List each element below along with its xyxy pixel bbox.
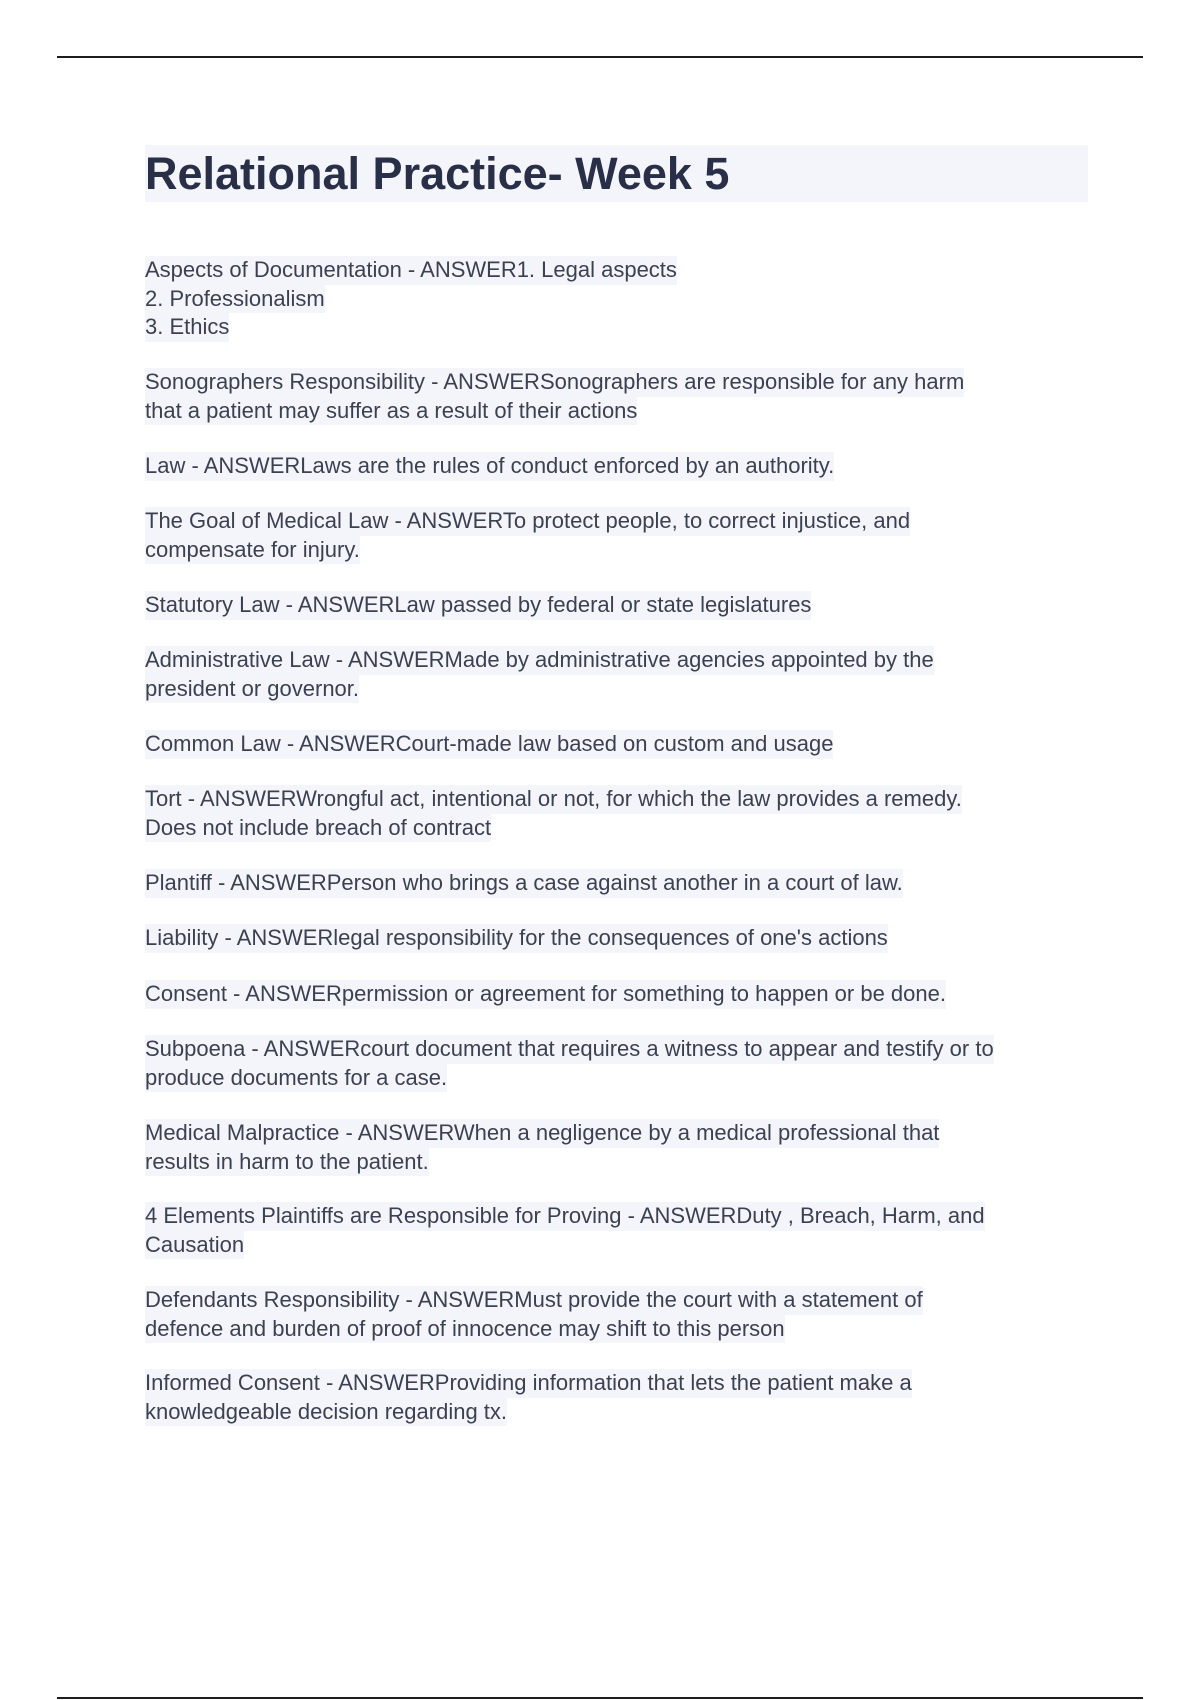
qa-entry-sonographers-responsibility xyxy=(145,368,964,425)
qa-entry-informed-consent xyxy=(145,1369,912,1426)
entry-line: 3. Ethics xyxy=(145,313,229,342)
entry-line: Defendants Responsibility - ANSWERMust provide the court with a statement of xyxy=(145,1286,923,1315)
entry-line: 2. Professionalism xyxy=(145,285,325,314)
entry-line: Statutory Law - ANSWERLaw passed by federal or state legislatures xyxy=(145,591,811,620)
entry-line: knowledgeable decision regarding tx. xyxy=(145,1398,507,1427)
entry-line: compensate for injury. xyxy=(145,536,360,565)
qa-entry-plantiff xyxy=(145,869,903,898)
entry-line: Consent - ANSWERpermission or agreement for something to happen or be done. xyxy=(145,980,946,1009)
entry-line: Aspects of Documentation - ANSWER1. Legal aspects xyxy=(145,256,677,285)
entry-line: Law - ANSWERLaws are the rules of conduct enforced by an authority. xyxy=(145,452,834,481)
entry-line: Administrative Law - ANSWERMade by administrative agencies appointed by the xyxy=(145,646,934,675)
entry-line: Tort - ANSWERWrongful act, intentional or not, for which the law provides a remedy. xyxy=(145,785,962,814)
qa-entry-common-law xyxy=(145,730,833,759)
entry-line: Does not include breach of contract xyxy=(145,814,491,843)
top-rule xyxy=(57,56,1143,58)
qa-entry-goal-of-medical-law xyxy=(145,507,910,564)
entry-line: Informed Consent - ANSWERProviding information that lets the patient make a xyxy=(145,1369,912,1398)
qa-entry-medical-malpractice xyxy=(145,1119,939,1176)
qa-entry-administrative-law xyxy=(145,646,934,703)
page-title: Relational Practice- Week 5 xyxy=(145,145,1088,202)
entry-line: Sonographers Responsibility - ANSWERSonographers are responsible for any harm xyxy=(145,368,964,397)
qa-entry-subpoena xyxy=(145,1035,994,1092)
entry-line: president or governor. xyxy=(145,675,359,704)
entry-line: produce documents for a case. xyxy=(145,1064,447,1093)
qa-entry-aspects-of-documentation xyxy=(145,256,677,342)
qa-entry-statutory-law xyxy=(145,591,811,620)
entry-line: Medical Malpractice - ANSWERWhen a negligence by a medical professional that xyxy=(145,1119,939,1148)
qa-entry-liability xyxy=(145,924,888,953)
entry-line: that a patient may suffer as a result of their actions xyxy=(145,397,637,426)
qa-entry-tort xyxy=(145,785,962,842)
entry-line: Subpoena - ANSWERcourt document that requires a witness to appear and testify or to xyxy=(145,1035,994,1064)
entry-line: Common Law - ANSWERCourt-made law based on custom and usage xyxy=(145,730,833,759)
qa-entry-defendants-responsibility xyxy=(145,1286,923,1343)
entry-line: 4 Elements Plaintiffs are Responsible for Proving - ANSWERDuty , Breach, Harm, and xyxy=(145,1202,985,1231)
entry-line: Causation xyxy=(145,1231,244,1260)
bottom-rule xyxy=(57,1697,1143,1699)
entry-line: Plantiff - ANSWERPerson who brings a case against another in a court of law. xyxy=(145,869,903,898)
entry-line: results in harm to the patient. xyxy=(145,1148,429,1177)
qa-entry-law xyxy=(145,452,834,481)
entry-line: The Goal of Medical Law - ANSWERTo protect people, to correct injustice, and xyxy=(145,507,910,536)
qa-entry-four-elements xyxy=(145,1202,985,1259)
entry-line: Liability - ANSWERlegal responsibility for the consequences of one's actions xyxy=(145,924,888,953)
entry-line: defence and burden of proof of innocence may shift to this person xyxy=(145,1315,785,1344)
qa-entry-consent xyxy=(145,980,946,1009)
